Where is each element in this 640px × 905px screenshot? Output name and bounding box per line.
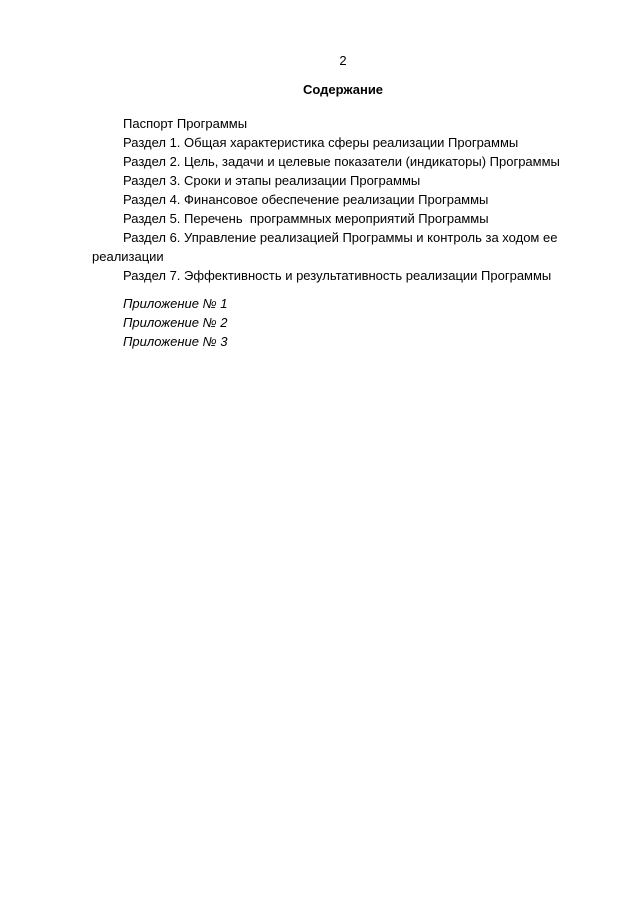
toc-item-section-7: Раздел 7. Эффективность и результативность реализации Программы [123,268,552,283]
appendix-item-2: Приложение № 2 [123,315,228,330]
page-title: Содержание [302,82,384,97]
toc-item-section-3: Раздел 3. Сроки и этапы реализации Программы [123,173,421,188]
toc-item-section-2: Раздел 2. Цель, задачи и целевые показатели (индикаторы) Программы [123,154,560,169]
toc-item-section-4: Раздел 4. Финансовое обеспечение реализации Программы [123,192,489,207]
toc-item-section-6: Раздел 6. Управление реализацией Программы и контроль за ходом ее реализации [92,230,558,264]
toc-item-section-1: Раздел 1. Общая характеристика сферы реализации Программы [123,135,519,150]
toc-item-passport: Паспорт Программы [123,116,248,131]
appendix-item-3: Приложение № 3 [123,334,228,349]
table-of-contents [92,114,612,285]
appendix-item-1: Приложение № 1 [123,296,228,311]
page-number: 2 [339,53,347,68]
toc-item-section-5: Раздел 5. Перечень программных мероприятий Программы [123,211,489,226]
appendix-list [123,294,227,351]
